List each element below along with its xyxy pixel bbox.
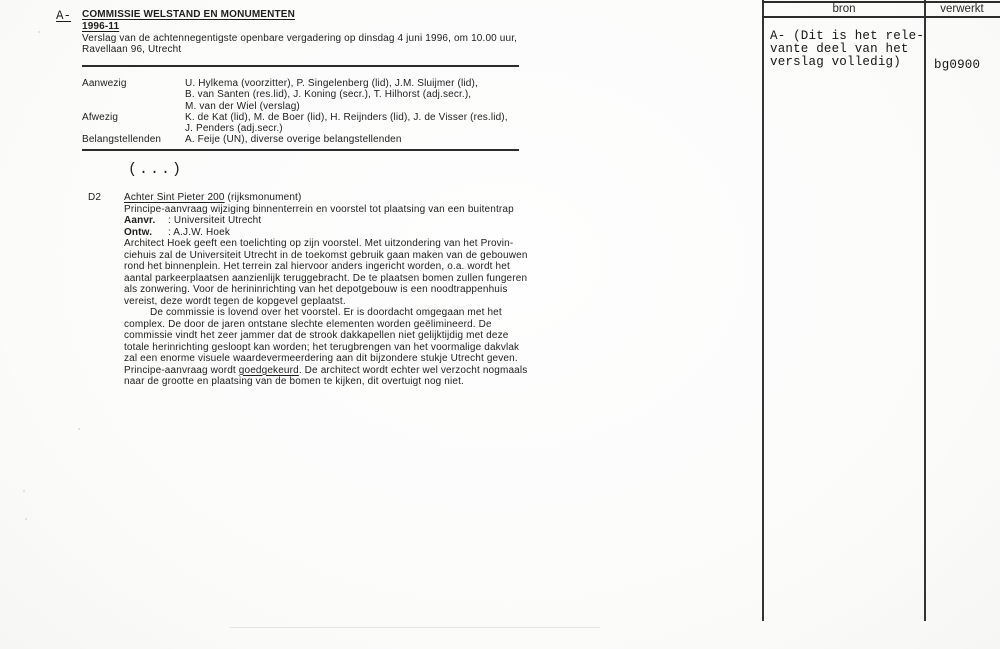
body-line: rond het binnenplein. Het terrein zal hiervoor anders ingericht worden, o.a. wordt het (124, 261, 510, 272)
body-line: totale herinrichting gesloopt kan worden; het terugbrengen van het voormalige dakvlak (124, 341, 520, 353)
note-line: A- (Dit is het rele- (770, 29, 925, 43)
body-text-segment: . De architect wordt echter wel verzocht nogmaals (298, 364, 528, 376)
doc-subtitle-line: Verslag van de achtennegentigste openbare vergadering op dinsdag 4 juni 1996, om 10.00 uur, (82, 33, 518, 44)
scan-speck (38, 31, 40, 33)
body-line: naar de grootte en plaatsing van de bomen te kijken, dit overtuigt nog niet. (124, 376, 464, 387)
attendance-aanwezig-names (185, 78, 478, 112)
body-line (124, 365, 528, 377)
attendance-line: A. Feije (UN), diverse overige belangstellenden (185, 134, 402, 145)
panel-left-border (762, 0, 764, 621)
agenda-item-address: Achter Sint Pieter 200 (124, 192, 225, 203)
body-line: als zonwering. Voor de herininrichting van het depotgebouw is een noodtrappenhuis (124, 284, 508, 295)
designer-value: : A.J.W. Hoek (168, 226, 230, 238)
body-line: ciehuis zal de Universiteit Utrecht in de toekomst gebruik gaan maken van de gebouwen (124, 249, 528, 261)
body-line: De commissie is lovend over het voorstel. Er is doordacht omgegaan met het (150, 307, 502, 318)
applicant-value: : Universiteit Utrecht (168, 215, 262, 226)
agenda-item-description: Principe-aanvraag wijziging binnenterrein en voorstel tot plaatsing van een buitentrap (124, 203, 514, 215)
panel-header-underline (762, 16, 1000, 18)
attendance-line: K. de Kat (lid), M. de Boer (lid), H. Reijnders (lid), J. de Visser (res.lid), (185, 112, 508, 123)
bron-column-header: bron (832, 3, 856, 15)
body-line: commissie vindt het zeer jammer dat de strook dakkapellen niet gelijktijdig met deze (124, 330, 509, 341)
agenda-item-address-suffix: (rijksmonument) (224, 192, 302, 203)
horizontal-rule-top (82, 65, 519, 67)
omission-mark: (...) (128, 161, 184, 178)
attendance-line: J. Penders (adj.secr.) (185, 123, 283, 135)
body-line: Architect Hoek geeft een toelichting op zijn voorstel. Met uitzondering van het Provin- (124, 238, 514, 249)
attendance-label-afwezig: Afwezig (82, 112, 119, 123)
approved-word: goedgekeurd (238, 364, 299, 376)
attendance-label-aanwezig: Aanwezig (82, 78, 127, 89)
applicant-row (124, 215, 261, 226)
attendance-label-belangstellenden: Belangstellenden (82, 134, 162, 145)
attendance-afwezig-names (185, 112, 508, 135)
body-line: aantal parkeerplaatsen aanzienlijk teruggebracht. De te plaatsen bomen zullen fungeren (124, 272, 528, 284)
doc-title: COMMISSIE WELSTAND EN MONUMENTEN (82, 9, 295, 20)
horizontal-rule-bottom (82, 149, 519, 151)
scan-smudge (230, 627, 600, 628)
applicant-label: Aanvr. (124, 215, 156, 226)
body-line: zal een enorme visuele waardevermeerdering aan dit bijzondere stukje Utrecht geven. (124, 353, 518, 364)
attendance-belangstellenden-names (185, 134, 402, 145)
scan-speck (78, 428, 80, 430)
note-line: verslag volledig) (770, 55, 901, 70)
doc-subtitle-line: Ravellaan 96, Utrecht (82, 44, 182, 55)
agenda-item-body (124, 238, 528, 388)
scan-speck (25, 518, 27, 520)
margin-source-mark: A- (56, 9, 72, 23)
verwerkt-code: bg0900 (934, 58, 981, 72)
body-line: vereist, deze wordt tegen de kopgevel geplaatst. (124, 295, 346, 307)
attendance-line: U. Hylkema (voorzitter), P. Singelenberg (lid), J.M. Sluijmer (lid), (185, 78, 478, 89)
body-text-segment: Principe-aanvraag wordt (124, 364, 239, 376)
attendance-line: M. van der Wiel (verslag) (185, 100, 300, 112)
scan-speck (23, 490, 25, 492)
verwerkt-column-header: verwerkt (940, 3, 984, 15)
doc-number: 1996-11 (82, 21, 120, 32)
agenda-item-code: D2 (88, 192, 102, 203)
bron-annotation-note (770, 30, 924, 70)
agenda-item-heading (124, 192, 301, 203)
body-line: complex. De door de jaren ontstane slechte elementen worden geëlimineerd. De (124, 318, 492, 330)
attendance-line: B. van Santen (res.lid), J. Koning (secr.), T. Hilhorst (adj.secr.), (185, 89, 472, 101)
panel-column-divider (924, 0, 926, 621)
designer-row (124, 227, 230, 238)
note-line: vante deel van het (770, 42, 909, 57)
designer-label: Ontw. (124, 226, 153, 238)
